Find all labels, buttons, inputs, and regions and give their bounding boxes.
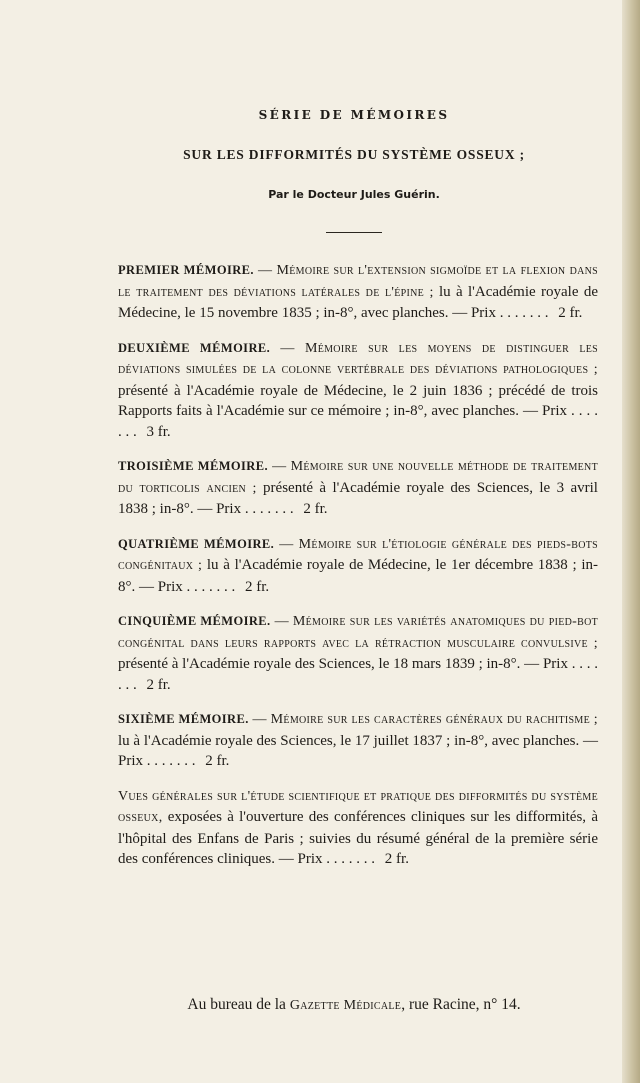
entry-price: 3 fr. <box>146 423 171 440</box>
entry-price: 2 fr. <box>558 305 583 321</box>
memoir-entry-1 <box>118 260 598 324</box>
entry-title: — Mémoire sur les variétés anatomiques du pied-bot congénital dans leurs rapports avec la rétraction musculaire convulsive ; <box>118 614 599 651</box>
entry-title: — Mémoire sur les caractères généraux du rachitisme ; <box>248 712 598 727</box>
entry-number: CINQUIÈME MÉMOIRE. <box>118 614 271 628</box>
entry-details: exposées à l'ouverture des conférences cliniques sur les difformités, à l'hôpital des Enfans de Paris ; suivies du résumé général de la première série des conférences cliniques. — Prix <box>118 809 598 867</box>
divider-rule <box>326 232 382 233</box>
entry-details: lu à l'Académie royale de Médecine, le 1er décembre 1838 ; in-8°. — Prix <box>118 557 598 595</box>
memoir-entry-7 <box>118 786 598 870</box>
dot-leader: . . . . . . . <box>322 851 379 867</box>
memoir-entry-4 <box>118 534 598 598</box>
entry-price: 2 fr. <box>384 851 409 867</box>
entry-details: lu à l'Académie royale de Médecine, le 15 novembre 1835 ; in-8°, avec planches. — Prix <box>118 283 598 321</box>
dot-leader: . . . . . . . <box>182 578 240 595</box>
publisher-footer <box>110 996 598 1014</box>
entry-number: TROISIÈME MÉMOIRE. <box>118 459 268 473</box>
entry-number: DEUXIÈME MÉMOIRE. <box>118 340 271 355</box>
entry-price: 2 fr. <box>146 676 171 693</box>
memoir-entry-5 <box>118 611 598 695</box>
entry-details: présenté à l'Académie royale des Sciences, le 3 avril 1838 ; in-8°. — Prix <box>118 479 598 517</box>
entry-number: PREMIER MÉMOIRE. <box>118 263 254 277</box>
entry-number: SIXIÈME MÉMOIRE. <box>118 712 249 726</box>
dot-leader: . . . . . . . <box>143 753 200 769</box>
dot-leader: . . . . . . . <box>495 305 553 321</box>
author-line: Par le Docteur Jules Guérin. <box>268 188 440 201</box>
memoir-entry-2 <box>118 338 598 443</box>
entry-details: présenté à l'Académie royale des Sciences, le 18 mars 1839 ; in-8°. — Prix <box>118 656 568 672</box>
entry-details: présenté à l'Académie royale de Médecine, le 2 juin 1836 ; précédé de trois Rapports faits à l'Académie sur ce mémoire ; in-8°, avec planches. — Prix <box>118 382 598 419</box>
dot-leader: . . . . . . . <box>241 501 298 517</box>
dot-leader: . . . . . . . <box>118 403 598 440</box>
entry-number: QUATRIÈME MÉMOIRE. <box>118 536 275 551</box>
dot-leader: . . . . . . . <box>118 656 598 693</box>
entry-price: 2 fr. <box>205 753 230 769</box>
page-edge <box>622 0 640 1083</box>
entry-title: Vues générales sur l'étude scientifique et pratique des difformités du système osseux, <box>118 788 598 825</box>
memoir-entry-6 <box>118 709 598 772</box>
entry-details: lu à l'Académie royale des Sciences, le 17 juillet 1837 ; in-8°, avec planches. — Prix <box>118 732 598 769</box>
memoir-entry-3 <box>118 456 598 520</box>
footer-text-before: Au bureau de la <box>187 996 290 1013</box>
series-title: SÉRIE DE MÉMOIRES <box>258 108 450 122</box>
entry-price: 2 fr. <box>245 578 270 595</box>
entry-title: — Mémoire sur les moyens de distinguer les déviations simulées de la colonne vertébrale des déviations pathologiques ; <box>118 340 598 377</box>
subject-title: SUR LES DIFFORMITÉS DU SYSTÈME OSSEUX ; <box>183 147 525 162</box>
entry-title: — Mémoire sur l'extension sigmoïde et la flexion dans le traitement des déviations latérales de l'épine ; <box>118 263 599 300</box>
entry-title: — Mémoire sur l'étiologie générale des pieds-bots congénitaux ; <box>118 536 598 573</box>
footer-text-after: , rue Racine, n° 14. <box>401 996 521 1013</box>
footer-journal: Gazette Médicale <box>289 998 402 1013</box>
memoir-list <box>118 260 598 884</box>
entry-price: 2 fr. <box>303 501 328 517</box>
entry-title: — Mémoire sur une nouvelle méthode de traitement du torticolis ancien ; <box>118 459 598 496</box>
